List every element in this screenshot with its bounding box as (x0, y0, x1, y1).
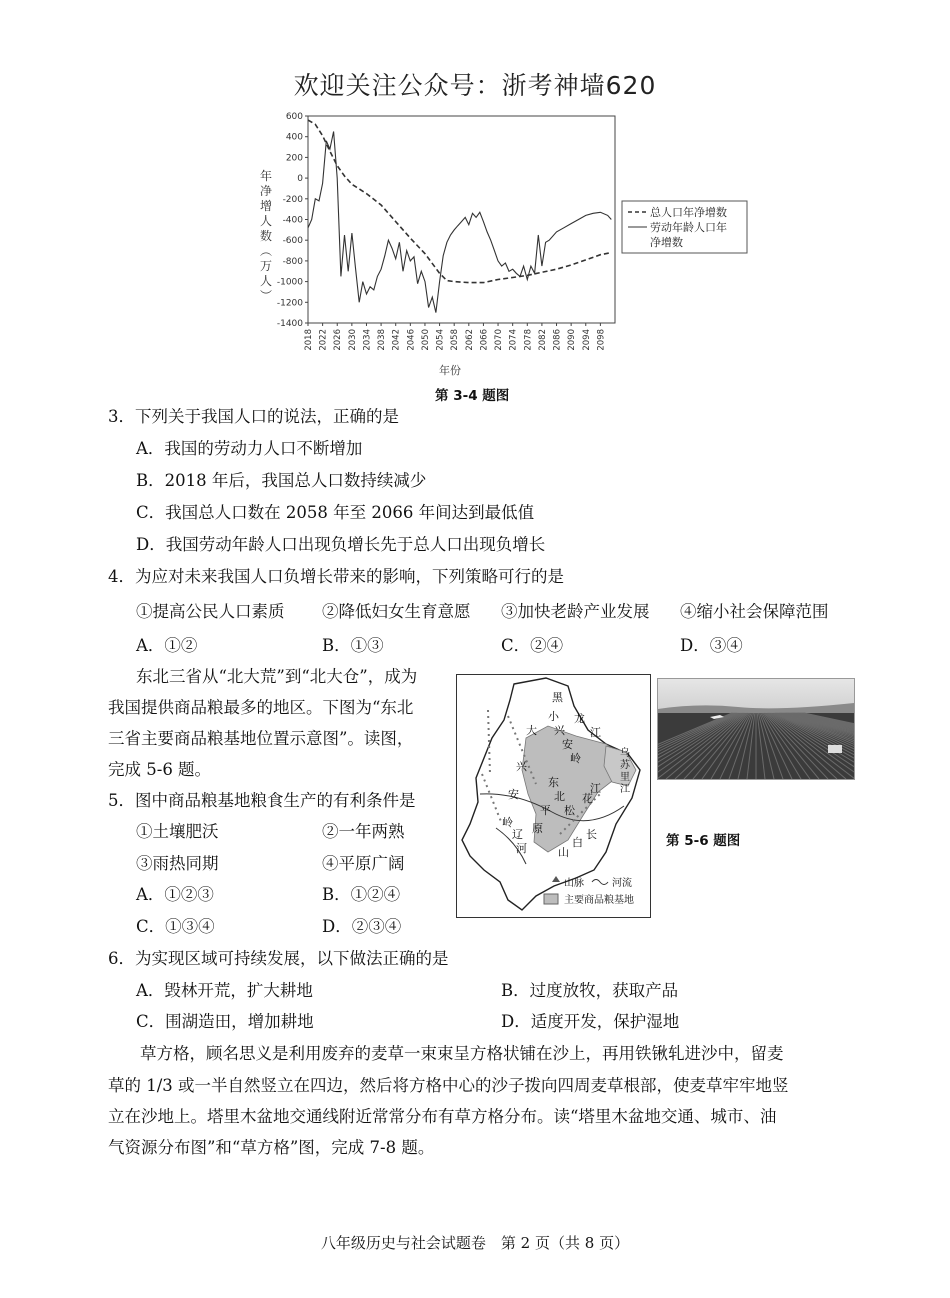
q3-stem: 3．下列关于我国人口的说法，正确的是 (108, 407, 399, 426)
map-label: 安 (562, 738, 573, 751)
base-legend-icon (544, 894, 558, 904)
q5-choice-4: ④平原广阔 (322, 854, 405, 873)
map-label: 长 (586, 828, 597, 841)
q3-option-b: B．2018 年后，我国总人口数持续减少 (136, 471, 427, 490)
q5-choice-3: ③雨热同期 (136, 854, 219, 873)
x-tick-label: 2058 (450, 329, 461, 351)
map-label: 黑 (552, 691, 563, 704)
q4-option-c: C．②④ (501, 636, 564, 655)
x-tick-label: 2098 (596, 329, 607, 351)
x-tick-label: 2026 (333, 329, 344, 351)
map-label: 白 (572, 836, 583, 849)
map-label: 江 (620, 784, 630, 795)
y-tick-label: -800 (282, 256, 303, 267)
intro56-line2: 我国提供商品粮最多的地区。下图为“东北 (108, 698, 414, 717)
map-label: 苏 (620, 760, 630, 771)
map-label: 北 (554, 790, 565, 803)
map-label: 河 (516, 842, 527, 855)
y-label-char: ︵ (260, 244, 273, 258)
intro56-line4: 完成 5-6 题。 (108, 760, 212, 779)
y-tick-label: -1000 (276, 277, 303, 288)
map-label: 大 (526, 724, 537, 737)
intro56-line3: 三省主要商品粮基地位置示意图”。读图， (108, 729, 414, 748)
x-tick-label: 2050 (420, 329, 431, 351)
y-axis-label (260, 168, 272, 303)
y-tick-label: -1400 (276, 319, 303, 329)
y-label-char: 净 (260, 184, 273, 198)
y-label-char: ︶ (260, 289, 273, 303)
y-tick-label: 600 (285, 112, 303, 122)
svg-text:主要商品粮基地: 主要商品粮基地 (564, 895, 634, 906)
x-tick-label: 2094 (581, 329, 592, 351)
svg-text:年净增人数︵万人︶ (260, 168, 272, 303)
x-tick-label: 2038 (377, 329, 388, 351)
q4-option-a: A．①② (136, 636, 198, 655)
x-axis-label: 年份 (439, 364, 461, 377)
map-label: 东 (548, 776, 559, 789)
farmland-photo (657, 678, 855, 780)
q4-stem: 4．为应对未来我国人口负增长带来的影响，下列策略可行的是 (108, 567, 564, 586)
x-tick-label: 2030 (347, 329, 358, 351)
y-tick-label: 200 (285, 153, 303, 164)
tractor-icon (828, 745, 842, 753)
x-tick-label: 2054 (435, 329, 446, 351)
svg-text:山脉: 山脉 (564, 878, 584, 889)
map-label: 岭 (570, 752, 581, 765)
y-label-char: 万 (260, 259, 273, 273)
page-header: 欢迎关注公众号：浙考神墙620 (293, 71, 657, 100)
map-label: 安 (508, 788, 519, 801)
y-label-char: 人 (260, 274, 273, 288)
plot-frame (308, 116, 615, 323)
q3-option-c: C．我国总人口数在 2058 年至 2066 年间达到最低值 (136, 503, 535, 522)
q6-stem: 6．为实现区域可持续发展，以下做法正确的是 (108, 949, 449, 968)
map-label: 兴 (554, 724, 565, 737)
x-tick-label: 2070 (494, 329, 505, 351)
y-label-char: 数 (260, 229, 273, 243)
q4-choice-3: ③加快老龄产业发展 (501, 602, 650, 621)
q4-choice-4: ④缩小社会保障范围 (680, 602, 829, 621)
map-label: 岭 (502, 816, 513, 829)
legend-entry-total: 总人口年净增数 (650, 206, 727, 219)
northeast-map (456, 674, 651, 918)
q6-option-c: C．围湖造田，增加耕地 (136, 1012, 314, 1031)
page-footer: 八年级历史与社会试题卷 第 2 页（共 8 页） (320, 1234, 630, 1252)
map-caption: 第 5-6 题图 (666, 833, 741, 849)
map-label: 小 (548, 710, 559, 723)
x-tick-label: 2046 (406, 329, 417, 351)
series-working-age-population (308, 132, 611, 313)
q5-option-d: D．②③④ (322, 917, 402, 936)
y-tick-label: -400 (282, 215, 303, 226)
x-tick-label: 2022 (318, 329, 329, 351)
x-ticks (304, 323, 606, 351)
q4-choice-2: ②降低妇女生育意愿 (322, 602, 471, 621)
map-label: 江 (590, 726, 601, 739)
y-tick-label: -1200 (276, 298, 303, 309)
x-tick-label: 2082 (537, 329, 548, 351)
q5-option-b: B．①②④ (322, 885, 401, 904)
legend-entry-working-age: 劳动年龄人口年 (650, 221, 727, 234)
y-label-char: 年 (260, 169, 273, 183)
map-label: 里 (620, 772, 630, 783)
map-label: 兴 (516, 760, 527, 773)
para78-line1: 草方格，顾名思义是利用废弃的麦草一束束呈方格状铺在沙上，再用铁锹轧进沙中，留麦 (140, 1044, 784, 1063)
legend-entry-working-age-cont: 净增数 (650, 236, 683, 249)
x-tick-label: 2062 (464, 329, 475, 351)
x-tick-label: 2074 (508, 329, 519, 351)
para78-line3: 立在沙地上。塔里木盆地交通线附近常常分布有草方格分布。读“塔里木盆地交通、城市、油 (108, 1107, 777, 1126)
x-tick-label: 2042 (391, 329, 402, 351)
svg-text:河流: 河流 (612, 878, 632, 889)
intro56-line1: 东北三省从“北大荒”到“北大仓”，成为 (136, 667, 418, 686)
map-label: 龙 (574, 712, 585, 725)
q4-option-d: D．③④ (680, 636, 743, 655)
y-label-char: 增 (260, 199, 273, 213)
map-label: 平 (540, 804, 551, 817)
x-tick-label: 2090 (567, 329, 578, 351)
map-label: 江 (590, 782, 601, 795)
map-label: 乌 (620, 748, 630, 759)
y-tick-label: 0 (297, 174, 303, 185)
legend (622, 201, 747, 253)
population-chart (250, 108, 770, 380)
y-tick-label: -200 (282, 194, 303, 205)
x-tick-label: 2034 (362, 329, 373, 351)
para78-line4: 气资源分布图”和“草方格”图，完成 7-8 题。 (108, 1138, 435, 1157)
q5-choice-1: ①土壤肥沃 (136, 822, 219, 841)
y-tick-label: 400 (285, 132, 303, 143)
map-label: 辽 (512, 828, 523, 841)
x-tick-label: 2018 (304, 329, 314, 351)
q6-option-b: B．过度放牧，获取产品 (501, 981, 679, 1000)
chart-caption: 第 3-4 题图 (435, 388, 510, 404)
y-ticks (277, 112, 308, 329)
q4-option-b: B．①③ (322, 636, 384, 655)
q4-choice-1: ①提高公民人口素质 (136, 602, 285, 621)
y-label-char: 人 (260, 214, 273, 228)
para78-line2: 草的 1/3 或一半自然竖立在四边，然后将方格中心的沙子拨向四周麦草根部，使麦草牢牢地竖 (108, 1076, 789, 1095)
q6-option-d: D．适度开发，保护湿地 (501, 1012, 680, 1031)
q5-stem: 5．图中商品粮基地粮食生产的有利条件是 (108, 791, 416, 810)
map-label: 山 (558, 846, 569, 859)
q5-choice-2: ②一年两熟 (322, 822, 405, 841)
q5-option-a: A．①②③ (136, 885, 214, 904)
q6-option-a: A．毁林开荒，扩大耕地 (136, 981, 313, 1000)
y-tick-label: -600 (282, 236, 303, 247)
series-total-population (308, 120, 611, 283)
map-label: 松 (564, 804, 575, 817)
x-tick-label: 2078 (523, 329, 534, 351)
x-tick-label: 2066 (479, 329, 490, 351)
map-label: 花 (582, 792, 593, 805)
q3-option-d: D．我国劳动年龄人口出现负增长先于总人口出现负增长 (136, 535, 546, 554)
map-label: 原 (532, 822, 543, 835)
q3-option-a: A．我国的劳动力人口不断增加 (136, 439, 363, 458)
q5-option-c: C．①③④ (136, 917, 215, 936)
x-tick-label: 2086 (552, 329, 563, 351)
